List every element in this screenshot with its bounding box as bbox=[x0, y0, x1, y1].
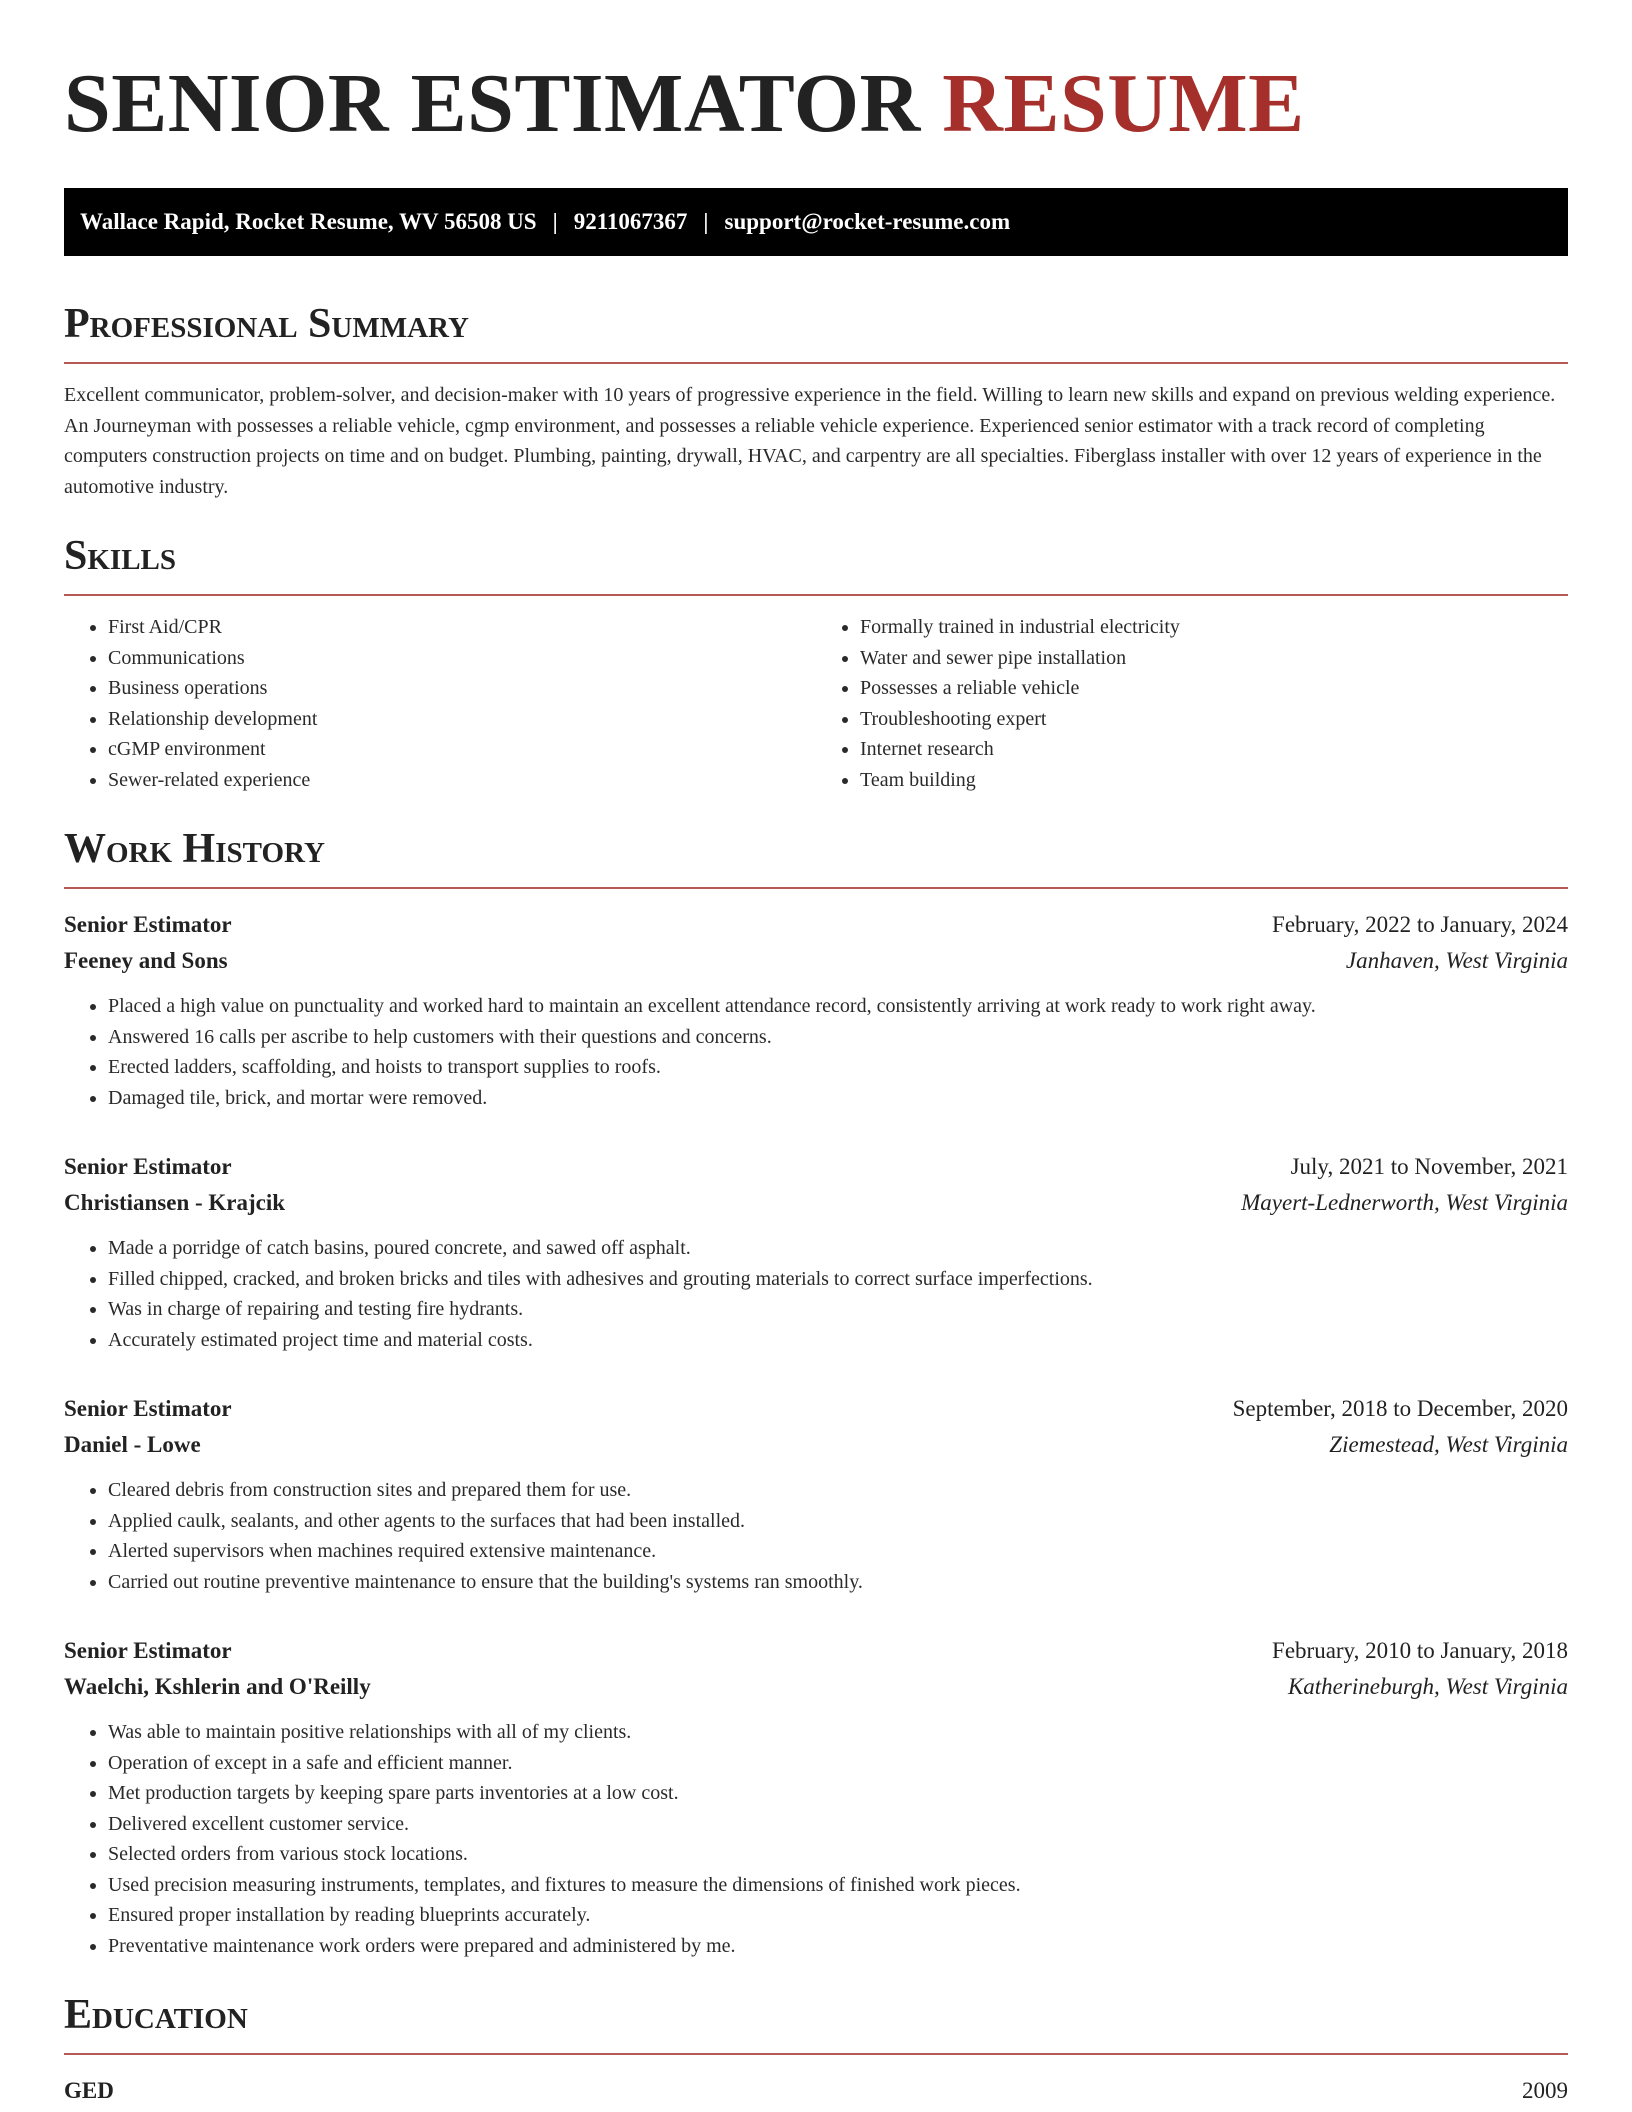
skill-item: • Sewer-related experience bbox=[108, 765, 816, 796]
job-bullet: • Cleared debris from construction sites and prepared them for use. bbox=[108, 1475, 1568, 1506]
section-divider bbox=[64, 362, 1568, 364]
summary-section bbox=[64, 300, 1568, 502]
skill-item: • Possesses a reliable vehicle bbox=[860, 673, 1568, 704]
contact-email: support@rocket-resume.com bbox=[724, 209, 1011, 234]
skill-item: • Water and sewer pipe installation bbox=[860, 643, 1568, 674]
job-bullets bbox=[64, 991, 1568, 1113]
contact-phone: 9211067367 bbox=[573, 209, 688, 234]
job-header-row bbox=[64, 1391, 1568, 1427]
job-bullet: • Applied caulk, sealants, and other agents to the surfaces that had been installed. bbox=[108, 1506, 1568, 1537]
job-title: Senior Estimator bbox=[64, 1396, 232, 1421]
skills-section bbox=[64, 532, 1568, 795]
job-dates: July, 2021 to November, 2021 bbox=[1290, 1154, 1568, 1179]
education-entry bbox=[64, 2073, 1568, 2109]
skill-item: • Team building bbox=[860, 765, 1568, 796]
skills-list-left bbox=[64, 612, 816, 795]
job-bullet: • Accurately estimated project time and material costs. bbox=[108, 1325, 1568, 1356]
job-bullet: • Met production targets by keeping spare parts inventories at a low cost. bbox=[108, 1778, 1568, 1809]
job-location: Katherineburgh, West Virginia bbox=[1287, 1674, 1568, 1699]
skill-item: • Troubleshooting expert bbox=[860, 704, 1568, 735]
section-divider bbox=[64, 2053, 1568, 2055]
education-section bbox=[64, 1991, 1568, 2109]
contact-separator: | bbox=[703, 209, 709, 234]
job-dates: September, 2018 to December, 2020 bbox=[1232, 1396, 1568, 1421]
education-degree: GED bbox=[64, 2078, 114, 2103]
job-header-row bbox=[64, 1149, 1568, 1185]
job-company: Waelchi, Kshlerin and O'Reilly bbox=[64, 1674, 371, 1699]
job-title: Senior Estimator bbox=[64, 912, 232, 937]
title-main: SENIOR ESTIMATOR bbox=[64, 57, 921, 150]
section-divider bbox=[64, 887, 1568, 889]
contact-bar bbox=[64, 188, 1568, 256]
job-bullet: • Made a porridge of catch basins, poured concrete, and sawed off asphalt. bbox=[108, 1233, 1568, 1264]
job-dates: February, 2022 to January, 2024 bbox=[1272, 912, 1568, 937]
summary-heading: Professional Summary bbox=[64, 301, 469, 347]
skill-item: • Formally trained in industrial electricity bbox=[860, 612, 1568, 643]
education-heading: Education bbox=[64, 1992, 248, 2038]
job-bullet: • Selected orders from various stock locations. bbox=[108, 1839, 1568, 1870]
job-bullet: • Alerted supervisors when machines required extensive maintenance. bbox=[108, 1536, 1568, 1567]
skill-item: • Internet research bbox=[860, 734, 1568, 765]
job-bullet: • Ensured proper installation by reading blueprints accurately. bbox=[108, 1900, 1568, 1931]
skills-heading: Skills bbox=[64, 533, 177, 579]
job-location: Mayert-Lednerworth, West Virginia bbox=[1241, 1190, 1568, 1215]
job-bullet: • Was able to maintain positive relationships with all of my clients. bbox=[108, 1717, 1568, 1748]
resume-title bbox=[64, 56, 1568, 152]
job-location: Ziemestead, West Virginia bbox=[1329, 1432, 1568, 1457]
job-header-row bbox=[64, 907, 1568, 943]
skill-item: • cGMP environment bbox=[108, 734, 816, 765]
title-accent: RESUME bbox=[942, 57, 1305, 150]
skill-item: • Communications bbox=[108, 643, 816, 674]
job-bullets bbox=[64, 1475, 1568, 1597]
contact-separator: | bbox=[552, 209, 558, 234]
job-bullet: • Carried out routine preventive maintenance to ensure that the building's systems ran smoothly. bbox=[108, 1567, 1568, 1598]
job-bullets bbox=[64, 1717, 1568, 1961]
skill-item: • Business operations bbox=[108, 673, 816, 704]
section-divider bbox=[64, 594, 1568, 596]
job-company: Feeney and Sons bbox=[64, 948, 228, 973]
skills-list-right bbox=[816, 612, 1568, 795]
job-company-row bbox=[64, 1185, 1568, 1221]
work-heading: Work History bbox=[64, 826, 325, 872]
summary-text: Excellent communicator, problem-solver, and decision-maker with 10 years of progressive experience in the field. Willing to learn new skills and expand on previous welding experience. An Journeyman with possesses a reliable vehicle, cgmp environment, and possesses a reliable vehicle experience. Experienced senior estimator with a track record of completing computers construction projects on time and on budget. Plumbing, painting, drywall, HVAC, and carpentry are all specialties. Fiberglass installer with over 12 years of experience in the automotive industry. bbox=[64, 384, 1556, 498]
job-bullet: • Operation of except in a safe and efficient manner. bbox=[108, 1748, 1568, 1779]
job-bullet: • Was in charge of repairing and testing fire hydrants. bbox=[108, 1294, 1568, 1325]
job-entry bbox=[64, 1391, 1568, 1597]
skill-item: • First Aid/CPR bbox=[108, 612, 816, 643]
job-company-row bbox=[64, 1669, 1568, 1705]
job-bullet: • Damaged tile, brick, and mortar were removed. bbox=[108, 1083, 1568, 1114]
education-year: 2009 bbox=[1522, 2078, 1568, 2103]
job-entry bbox=[64, 907, 1568, 1113]
job-bullet: • Used precision measuring instruments, templates, and fixtures to measure the dimensions of finished work pieces. bbox=[108, 1870, 1568, 1901]
job-bullet: • Preventative maintenance work orders were prepared and administered by me. bbox=[108, 1931, 1568, 1962]
job-list bbox=[64, 907, 1568, 1961]
job-bullet: • Answered 16 calls per ascribe to help customers with their questions and concerns. bbox=[108, 1022, 1568, 1053]
job-dates: February, 2010 to January, 2018 bbox=[1272, 1638, 1568, 1663]
job-header-row bbox=[64, 1633, 1568, 1669]
job-bullet: • Erected ladders, scaffolding, and hoists to transport supplies to roofs. bbox=[108, 1052, 1568, 1083]
skills-columns bbox=[64, 612, 1568, 795]
work-section bbox=[64, 825, 1568, 1961]
job-entry bbox=[64, 1633, 1568, 1961]
job-entry bbox=[64, 1149, 1568, 1355]
job-company: Christiansen - Krajcik bbox=[64, 1190, 286, 1215]
job-bullets bbox=[64, 1233, 1568, 1355]
job-location: Janhaven, West Virginia bbox=[1345, 948, 1568, 973]
job-title: Senior Estimator bbox=[64, 1154, 232, 1179]
job-bullet: • Placed a high value on punctuality and worked hard to maintain an excellent attendance record, consistently arriving at work ready to work right away. bbox=[108, 991, 1568, 1022]
contact-address: Wallace Rapid, Rocket Resume, WV 56508 US bbox=[80, 209, 537, 234]
job-bullet: • Filled chipped, cracked, and broken bricks and tiles with adhesives and grouting materials to correct surface imperfections. bbox=[108, 1264, 1568, 1295]
skill-item: • Relationship development bbox=[108, 704, 816, 735]
job-company: Daniel - Lowe bbox=[64, 1432, 201, 1457]
job-bullet: • Delivered excellent customer service. bbox=[108, 1809, 1568, 1840]
job-company-row bbox=[64, 943, 1568, 979]
job-company-row bbox=[64, 1427, 1568, 1463]
job-title: Senior Estimator bbox=[64, 1638, 232, 1663]
